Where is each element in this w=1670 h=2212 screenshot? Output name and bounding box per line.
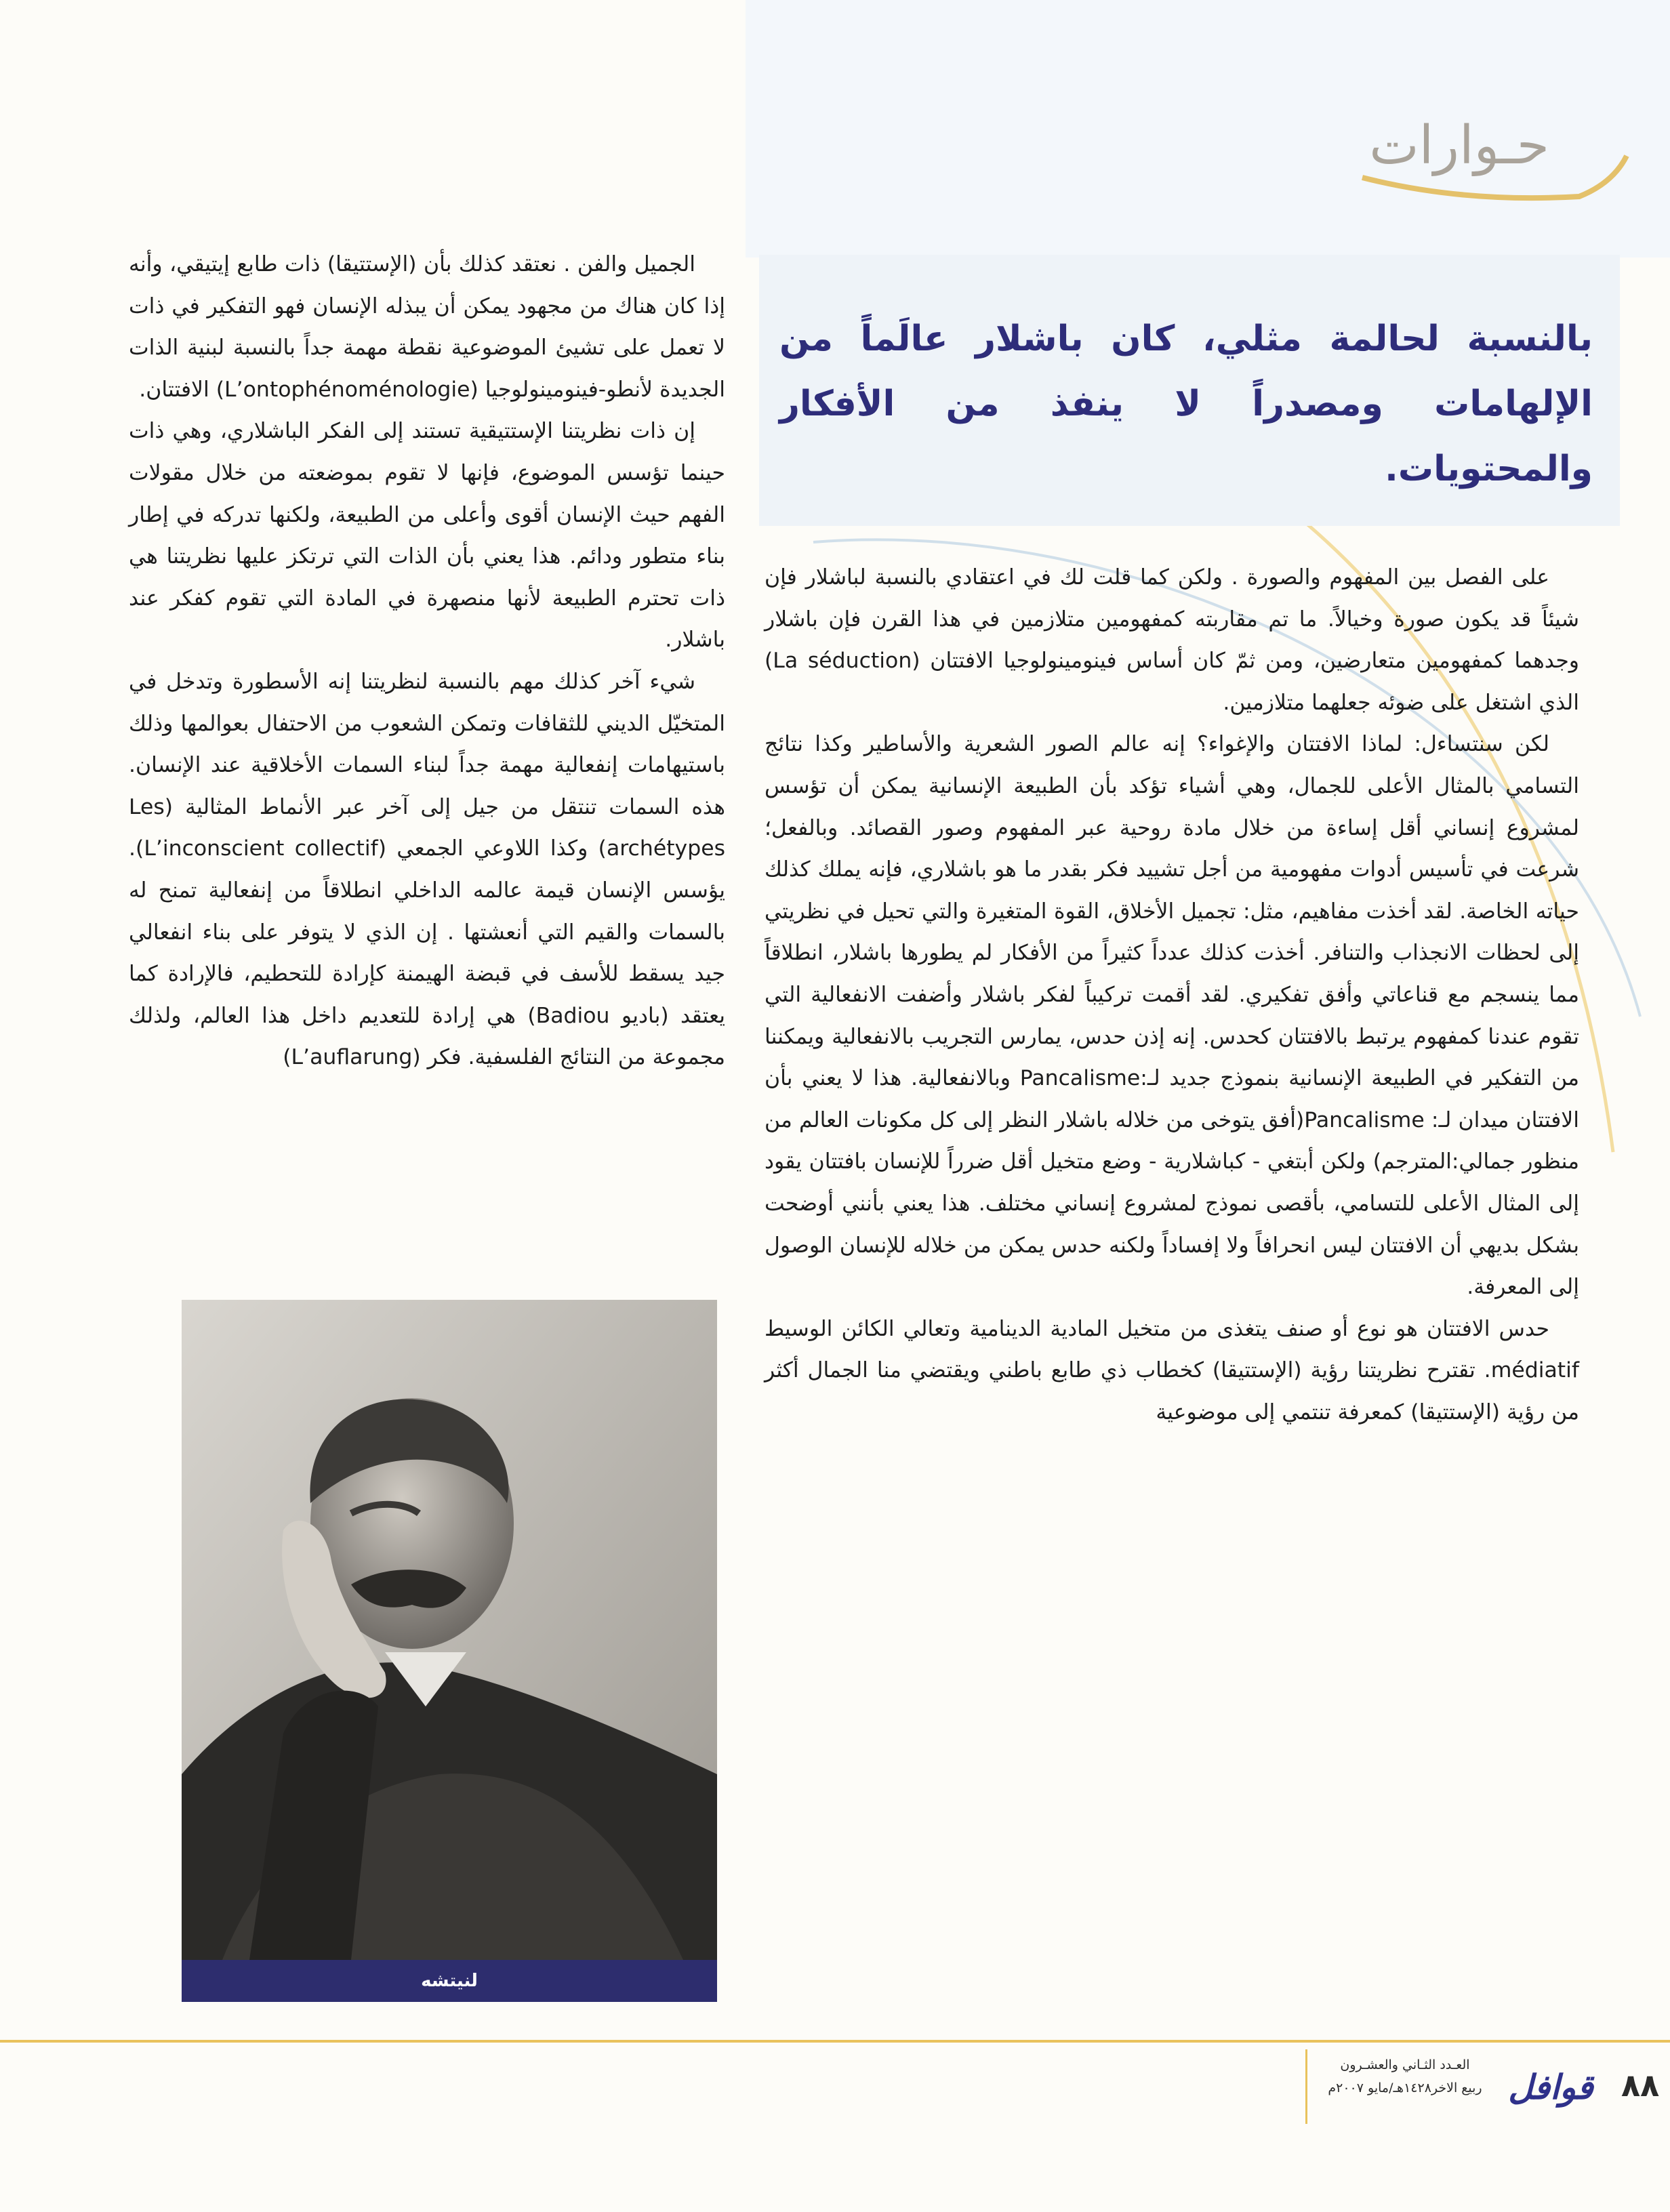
page-number: ٨٨	[1621, 2067, 1660, 2104]
magazine-logo: قوافل	[1508, 2068, 1593, 2107]
paragraph: إن ذات نظريتنا الإستتيقية تستند إلى الفكر الباشلاري، وهي ذات حينما تؤسس الموضوع، فإنها لا تقوم بموضعته من خلال مقولات الفهم حيث الإنسان أقوى وأعلى من الطبيعة، ولكنها تدركه في إطار بناء متطور ودائم. هذا يعني بأن الذات التي ترتكز عليها نظريتنا هي ذات تحترم الطبيعة لأنها منصهرة في المادة التي تقوم كفكر عند باشلار.	[129, 419, 725, 653]
article-column-left	[129, 244, 725, 1274]
issue-info	[1316, 2053, 1494, 2100]
photo-caption: لنيتشه	[182, 1960, 717, 2002]
footer-rule	[0, 2040, 1670, 2043]
portrait-photo	[182, 1300, 717, 1960]
pullquote-text: بالنسبة لحالمة مثلي، كان باشلار عالَماً من الإلهامات ومصدراً لا ينفذ من الأفكار والمحتويات.	[779, 319, 1593, 489]
article-column-right	[765, 557, 1579, 2034]
paragraph: شيء آخر كذلك مهم بالنسبة لنظريتنا إنه الأسطورة وتدخل في المتخيّل الديني للثقافات وتمكن الشعوب من الاحتفال بعوالمها وذلك باستيهامات إنفعالية مهمة جداً لبناء السمات الأخلاقية عند الإنسان. هذه السمات تنتقل من جيل إلى آخر عبر الأنماط المثالية (Les archétypes) وكذا اللاوعي الجمعي (L’inconscient collectif). يؤسس الإنسان قيمة عالمه الداخلي انطلاقاً من إنفعالية تمنح له بالسمات والقيم التي أنعشتها . إن الذي لا يتوفر على بناء انفعالي جيد يسقط للأسف في قبضة الهيمنة كإرادة للتحطيم، فالإرادة كما يعتقد (باديو Badiou) هي إرادة للتعديم داخل هذا العالم، ولذلك مجموعة من النتائج الفلسفية. فكر (L’auflarung)	[129, 669, 725, 1070]
issue-date: ربيع الاخر١٤٢٨هـ/مايو ٢٠٠٧م	[1328, 2081, 1482, 2095]
footer-divider	[1305, 2049, 1307, 2124]
paragraph: الجميل والفن . نعتقد كذلك بأن (الإستتيقا) ذات طابع إيتيقي، وأنه إذا كان هناك من مجهود يمكن أن يبذله الإنسان فهو التفكير في ذات لا تعمل على تشيئ الموضوعية نقطة مهمة جداً بالنسبة لبنية الذات الجديدة لأنطو-فينومينولوجيا (L’ontophénoménologie) الافتتان.	[129, 252, 725, 402]
issue-number: العـدد الثـاني والعشـرون	[1340, 2057, 1470, 2072]
paragraph: على الفصل بين المفهوم والصورة . ولكن كما قلت لك في اعتقادي بالنسبة لباشلار فإن شيئاً قد يكون صورة وخيالاً. ما تم مقاربته كمفهومين متلازمين في هذا القرن فإن باشلار وجدهما كمفهومين متعارضين، ومن ثمّ كان أساس فينومينولوجيا الافتتان (La séduction) الذي اشتغل على ضوئه جعلهما متلازمين.	[765, 565, 1580, 715]
paragraph: حدس الافتتان هو نوع أو صنف يتغذى من متخيل المادية الدينامية وتعالي الكائن الوسيط médiatif. تقترح نظريتنا رؤية (الإستتيقا) كخطاب ذي طابع باطني ويقتضي منا الجمال أكثر من رؤية (الإستتيقا) كمعرفة تنتمي إلى موضوعية	[765, 1316, 1579, 1425]
section-label: حـوارات	[1369, 115, 1549, 176]
paragraph: لكن سنتساءل: لماذا الافتتان والإغواء؟ إنه عالم الصور الشعرية والأساطير وكذا نتائج التسامي بالمثال الأعلى للجمال، وهي أشياء تؤكد بأن الطبيعة الإنسانية يمكن أن تؤسس لمشروع إنساني أقل إساءة من خلال مادة روحية عبر المفهوم وصور القصائد. وبالفعل؛ شرعت في تأسيس أدوات مفهومية من أجل تشييد فكر بقدر ما هو باشلاري، فإنه يملك كذلك حياته الخاصة. لقد أخذت مفاهيم، مثل: تجميل الأخلاق، القوة المتغيرة والتي تحيل في نظريتي إلى لحظات الانجذاب والتنافر. أخذت كذلك عدداً كثيراً من الأفكار لم يطورها باشلار، انطلاقاً مما ينسجم مع قناعاتي وأفق تفكيري. لقد أقمت تركيباً لفكر باشلار وأضفت الانفعالية التي تقوم عندنا كمفهوم يرتبط بالافتتان كحدس. إنه إذن حدس، يمارس التجريب بالانفعالية ويمكننا من التفكير في الطبيعة الإنسانية بنموذج جديد لـ:Pancalisme وبالانفعالية. هذا لا يعني بأن الافتتان ميدان لـ: Pancalisme(أفق يتوخى من خلاله باشلار النظر إلى كل مكونات العالم من منظور جمالي:المترجم) ولكن أبتغي - كباشلارية - وضع متخيل أقل ضرراً للإنسان بافتتان يقود إلى المثال الأعلى للتسامي، بأقصى نموذج لمشروع إنساني مختلف. هذا يعني بأنني أوضحت بشكل بديهي أن الافتتان ليس انحرافاً ولا إفساداً ولكنه حدس يمكن من خلاله للإنسان الوصول إلى المعرفة.	[765, 732, 1579, 1300]
